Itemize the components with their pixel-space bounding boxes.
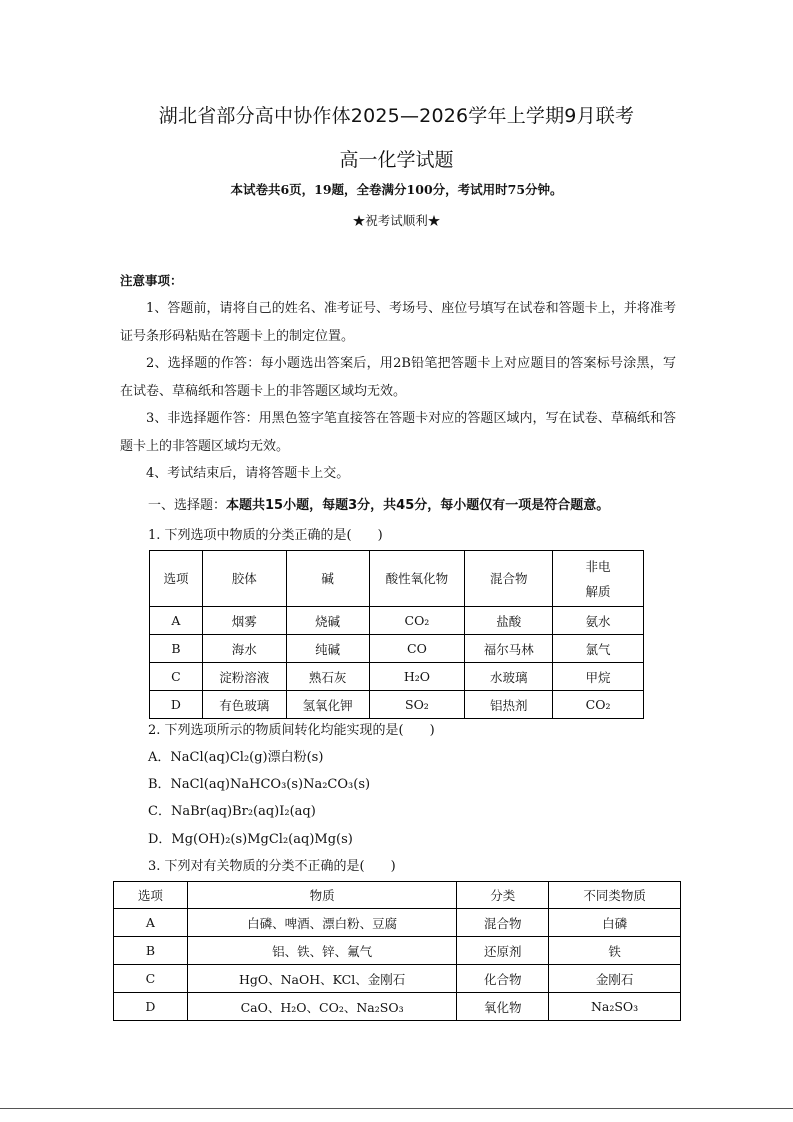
option-cell: B	[114, 937, 188, 965]
exam-subject-title: 高一化学试题	[339, 149, 454, 171]
table-cell: 烧碱	[286, 607, 369, 635]
table-row	[114, 937, 681, 965]
table-cell: 铝、铁、锌、氟气	[187, 937, 457, 965]
table-cell: 海水	[202, 635, 286, 663]
good-luck-line: ★祝考试顺利★	[352, 213, 441, 228]
table-cell: Na₂SO₃	[549, 993, 681, 1021]
table-cell: H₂O	[369, 663, 465, 691]
table-cell: CO₂	[553, 691, 644, 719]
option-cell: C	[150, 663, 203, 691]
table-cell: SO₂	[369, 691, 465, 719]
table-row	[114, 965, 681, 993]
table-cell: 熟石灰	[286, 663, 369, 691]
header-cell: 不同类物质	[549, 882, 681, 909]
question-3-table	[113, 881, 681, 1021]
table-row	[150, 635, 644, 663]
exam-title: 湖北省部分高中协作体2025—2026学年上学期9月联考	[158, 105, 635, 127]
section-1-description: 本题共15小题，每题3分，共45分，每小题仅有一项是符合题意。	[226, 498, 610, 513]
question-2-option-d: D．Mg(OH)₂(s)MgCl₂(aq)Mg(s)	[148, 832, 353, 847]
table-cell: 福尔马林	[465, 635, 553, 663]
header-cell: 选项	[114, 882, 188, 909]
question-2-stem: 2. 下列选项所示的物质间转化均能实现的是( )	[148, 723, 435, 738]
table-cell: CaO、H₂O、CO₂、Na₂SO₃	[187, 993, 457, 1021]
header-cell: 酸性氧化物	[369, 551, 465, 607]
question-1-table	[149, 550, 644, 719]
table-row	[150, 663, 644, 691]
option-cell: C	[114, 965, 188, 993]
question-2-option-b: B．NaCl(aq)NaHCO₃(s)Na₂CO₃(s)	[148, 777, 371, 792]
header-text-part: 解质	[585, 583, 611, 599]
table-cell: 铝热剂	[465, 691, 553, 719]
table-row	[114, 993, 681, 1021]
header-cell: 混合物	[465, 551, 553, 607]
section-1-heading	[148, 494, 609, 513]
table-cell: 金刚石	[549, 965, 681, 993]
option-cell: A	[114, 909, 188, 937]
table-cell: 盐酸	[465, 607, 553, 635]
header-cell: 选项	[150, 551, 203, 607]
table-cell: 铁	[549, 937, 681, 965]
option-cell: A	[150, 607, 203, 635]
question-2-option-c: C．NaBr(aq)Br₂(aq)I₂(aq)	[148, 804, 316, 819]
table-cell: 纯碱	[286, 635, 369, 663]
table-cell: 甲烷	[553, 663, 644, 691]
notice-heading: 注意事项：	[120, 273, 183, 288]
question-1-stem: 1. 下列选项中物质的分类正确的是( )	[148, 528, 383, 543]
table-cell: 水玻璃	[465, 663, 553, 691]
table-cell: CO₂	[369, 607, 465, 635]
header-cell: 碱	[286, 551, 369, 607]
header-text-part: 非电	[585, 558, 611, 574]
page-footer-divider	[0, 1108, 793, 1109]
notice-item-1: 1、答题前，请将自己的姓名、准考证号、考场号、座位号填写在试卷和答题卡上，并将准考证号条形码粘贴在答题卡上的制定位置。	[120, 301, 676, 344]
header-cell: 分类	[457, 882, 549, 909]
table-row	[150, 691, 644, 719]
table-cell: 白磷	[549, 909, 681, 937]
table-cell: 还原剂	[457, 937, 549, 965]
table-header-row	[114, 882, 681, 909]
table-cell: 混合物	[457, 909, 549, 937]
table-cell: 淀粉溶液	[202, 663, 286, 691]
table-cell: 氢氧化钾	[286, 691, 369, 719]
option-cell: D	[114, 993, 188, 1021]
notice-item-2: 2、选择题的作答：每小题选出答案后，用2B铅笔把答题卡上对应题目的答案标号涂黑，写在试卷、草稿纸和答题卡上的非答题区域均无效。	[120, 356, 676, 399]
table-header-row	[150, 551, 644, 607]
table-row	[114, 909, 681, 937]
table-cell: 氨水	[553, 607, 644, 635]
notice-item-3: 3、非选择题作答：用黑色签字笔直接答在答题卡对应的答题区域内，写在试卷、草稿纸和答题卡上的非答题区域均无效。	[120, 411, 676, 454]
table-cell: 白磷、啤酒、漂白粉、豆腐	[187, 909, 457, 937]
table-cell: 化合物	[457, 965, 549, 993]
option-cell: B	[150, 635, 203, 663]
header-cell: 物质	[187, 882, 457, 909]
question-2-option-a: A．NaCl(aq)Cl₂(g)漂白粉(s)	[148, 750, 324, 765]
table-cell: 有色玻璃	[202, 691, 286, 719]
table-cell: 氯气	[553, 635, 644, 663]
table-row	[150, 607, 644, 635]
table-cell: 烟雾	[202, 607, 286, 635]
table-cell: 氧化物	[457, 993, 549, 1021]
notice-item-4: 4、考试结束后，请将答题卡上交。	[146, 466, 350, 481]
header-cell: 胶体	[202, 551, 286, 607]
table-cell: CO	[369, 635, 465, 663]
option-cell: D	[150, 691, 203, 719]
header-cell	[553, 551, 644, 607]
table-cell: HgO、NaOH、KCl、金刚石	[187, 965, 457, 993]
section-1-prefix: 一、选择题：	[148, 498, 227, 513]
exam-info: 本试卷共6页，19题，全卷满分100分，考试用时75分钟。	[230, 182, 563, 197]
question-3-stem: 3. 下列对有关物质的分类不正确的是( )	[148, 859, 396, 874]
